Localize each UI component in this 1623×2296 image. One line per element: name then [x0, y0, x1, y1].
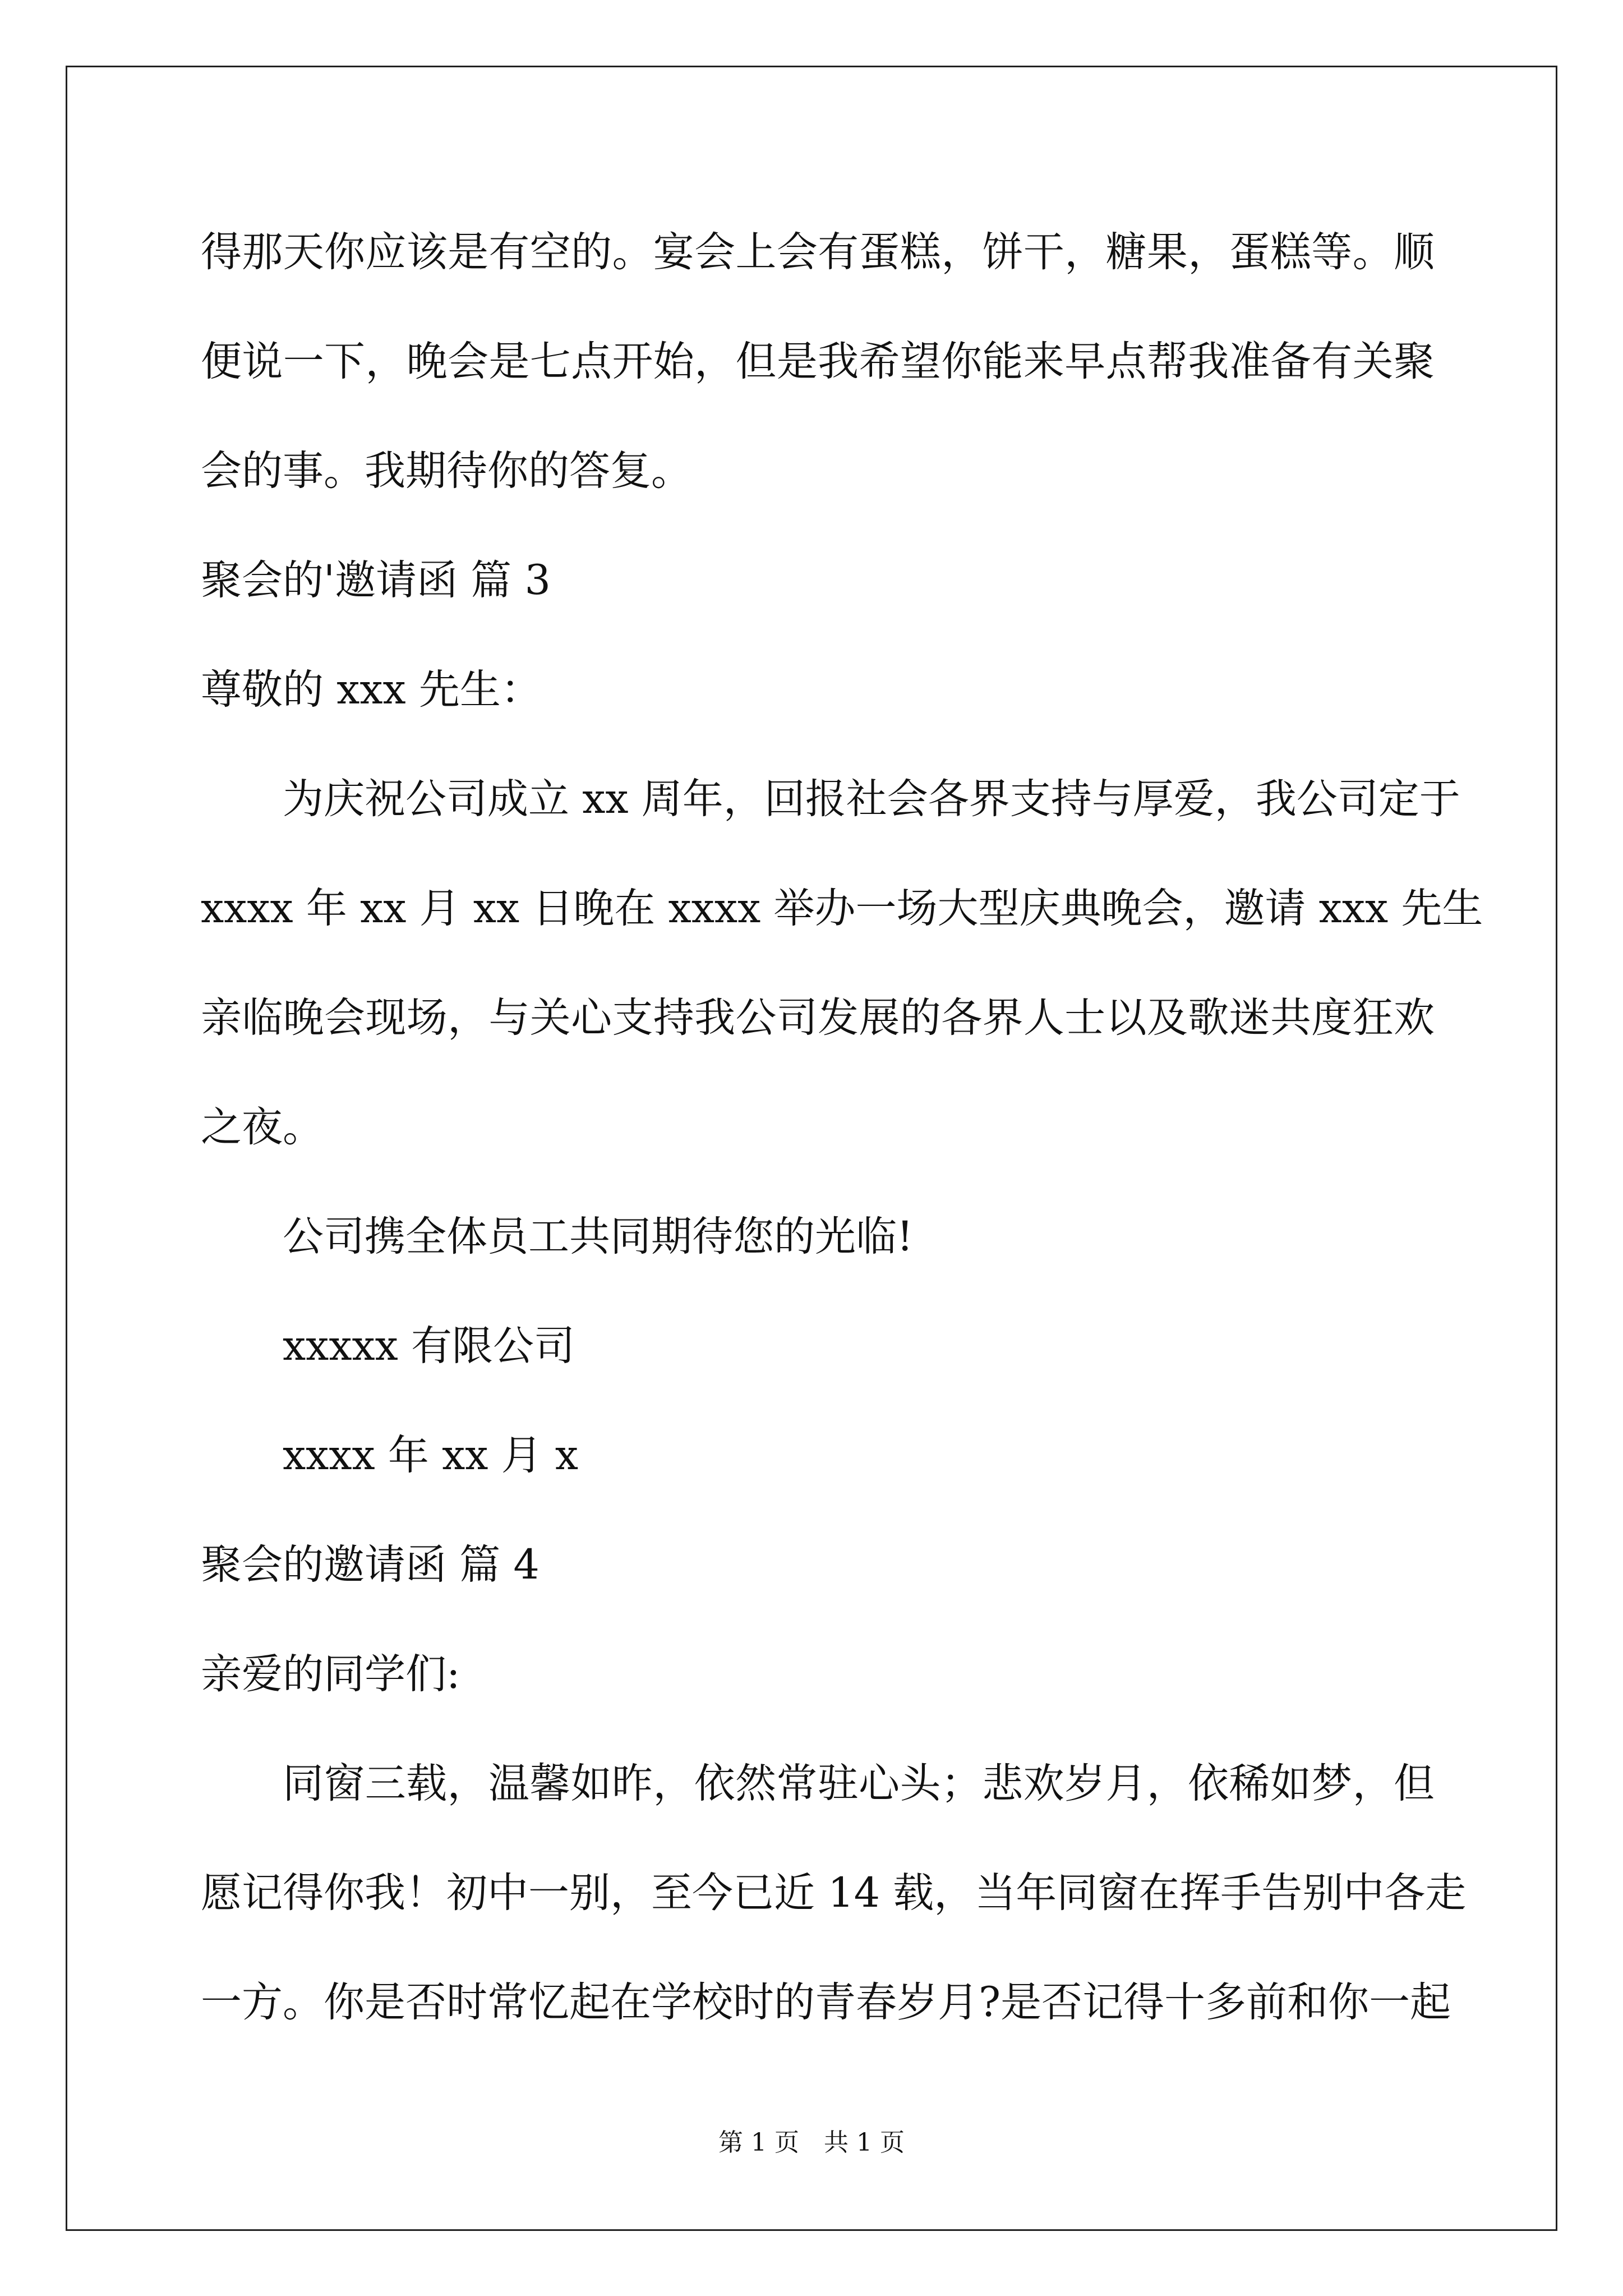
- paragraph-line: 便说一下，晚会是七点开始，但是我希望你能来早点帮我准备有关聚: [201, 338, 1435, 385]
- paragraph-line: 一方。你是否时常忆起在学校时的青春岁月?是否记得十多前和你一起: [201, 1978, 1451, 2026]
- closing-line: 公司携全体员工共同期待您的光临!: [283, 1213, 914, 1260]
- paragraph-line: 为庆祝公司成立 xx 周年，回报社会各界支持与厚爱，我公司定于: [283, 775, 1460, 823]
- paragraph-line: xxxx 年 xx 月 xx 日晚在 xxxx 举办一场大型庆典晚会，邀请 xxx 先生: [201, 885, 1483, 932]
- signature-company: xxxxx 有限公司: [283, 1322, 575, 1370]
- salutation: 尊敬的 xxx 先生：: [201, 666, 542, 714]
- paragraph-line: 愿记得你我！初中一别，至今已近 14 载，当年同窗在挥手告别中各走: [201, 1869, 1467, 1917]
- paragraph-line: 之夜。: [201, 1103, 324, 1151]
- section-heading: 聚会的'邀请函 篇 3: [201, 556, 551, 604]
- document-body: [201, 213, 1483, 2073]
- signature-date: xxxx 年 xx 月 x: [283, 1432, 579, 1479]
- page-footer: 第 1 页 共 1 页: [718, 2128, 905, 2157]
- paragraph-line: 得那天你应该是有空的。宴会上会有蛋糕，饼干，糖果，蛋糕等。顺: [201, 228, 1435, 276]
- section-heading: 聚会的邀请函 篇 4: [201, 1541, 540, 1589]
- paragraph-line: 同窗三载，温馨如昨，依然常驻心头；悲欢岁月，依稀如梦，但: [283, 1760, 1435, 1807]
- salutation: 亲爱的同学们:: [201, 1650, 460, 1698]
- paragraph-line: 会的事。我期待你的答复。: [201, 447, 692, 495]
- paragraph-line: 亲临晚会现场，与关心支持我公司发展的各界人士以及歌迷共度狂欢: [201, 994, 1435, 1042]
